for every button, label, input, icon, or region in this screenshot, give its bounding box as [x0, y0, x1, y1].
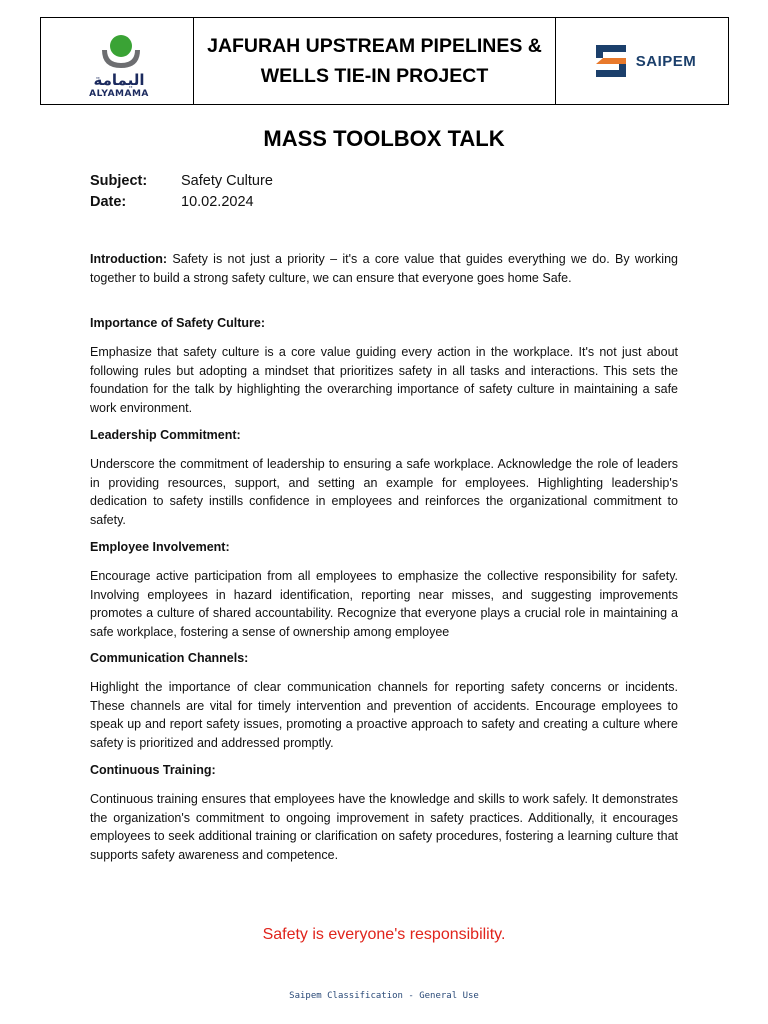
subject-value: Safety Culture: [181, 173, 273, 189]
section-heading: Leadership Commitment:: [90, 428, 241, 442]
page-title: MASS TOOLBOX TALK: [263, 126, 505, 151]
section-text: Continuous training ensures that employees have the knowledge and skills to work safely. It demonstrates the organization's commitment to ongoing improvement in safety practices. Additionally, it encourages employees to seek additional training or clarification on safety procedures, fostering a learning culture that supports safety awareness and competence.: [90, 792, 678, 863]
svg-text:ALYAMAMA: ALYAMAMA: [89, 89, 149, 98]
closing-statement: Safety is everyone's responsibility.: [262, 926, 506, 943]
project-title: [207, 31, 542, 91]
header-table: [40, 17, 729, 105]
saipem-logo: [594, 43, 697, 79]
section-heading: Communication Channels:: [90, 651, 249, 665]
introduction-paragraph: [90, 250, 678, 287]
project-title-line1: JAFURAH UPSTREAM PIPELINES &: [207, 35, 542, 57]
date-row: [90, 192, 273, 213]
section-heading: Employee Involvement:: [90, 540, 230, 554]
footer-classification: Saipem Classification - General Use: [289, 991, 479, 1001]
saipem-wordmark: SAIPEM: [635, 52, 697, 70]
introduction-label: Introduction:: [90, 252, 168, 266]
project-title-line2: WELLS TIE-IN PROJECT: [260, 65, 489, 87]
section-text: Encourage active participation from all employees to emphasize the collective responsibility for safety. Involving employees in hazard identification, reporting near misses, and suggesting improvements promotes a culture of shared accountability. Recognize that everyone plays a crucial role in maintaining a safe workplace, fostering a sense of ownership among employee: [90, 569, 678, 640]
left-logo-cell: [41, 18, 194, 104]
alyamama-logo: [69, 28, 169, 98]
meta-block: [90, 171, 273, 213]
subject-label: Subject:: [90, 173, 148, 189]
subject-row: [90, 171, 273, 192]
svg-text:اليمامة: اليمامة: [93, 71, 145, 89]
section-text: Emphasize that safety culture is a core value guiding every action in the workplace. It's not just about following rules but adopting a mindset that prioritizes safety in all tasks and interactions. This sets the foundation for the talk by highlighting the overarching importance of safety culture in maintaining a safe work environment.: [90, 345, 678, 416]
section-text: Highlight the importance of clear communication channels for reporting safety concerns or incidents. These channels are vital for timely intervention and prevention of accidents. Encourage employees to speak up and report safety issues, promoting a proactive approach to safety and creating a culture where safety is prioritized and addressed promptly.: [90, 680, 678, 751]
project-title-cell: [194, 18, 556, 104]
section-heading: Continuous Training:: [90, 763, 216, 777]
right-logo-cell: [556, 18, 728, 104]
section-heading: Importance of Safety Culture:: [90, 316, 266, 330]
date-value: 10.02.2024: [181, 194, 254, 210]
saipem-mark-icon: [594, 43, 628, 79]
introduction-text: Safety is not just a priority – it's a core value that guides everything we do. By working together to build a strong safety culture, we can ensure that everyone goes home Safe.: [90, 252, 678, 285]
section-text: Underscore the commitment of leadership to ensuring a safe workplace. Acknowledge the role of leaders in providing resources, support, and setting an example for employees. Highlighting leadership's dedication to safety instills confidence in employees and reinforces the organizational commitment to safety.: [90, 457, 678, 528]
date-label: Date:: [90, 194, 127, 210]
